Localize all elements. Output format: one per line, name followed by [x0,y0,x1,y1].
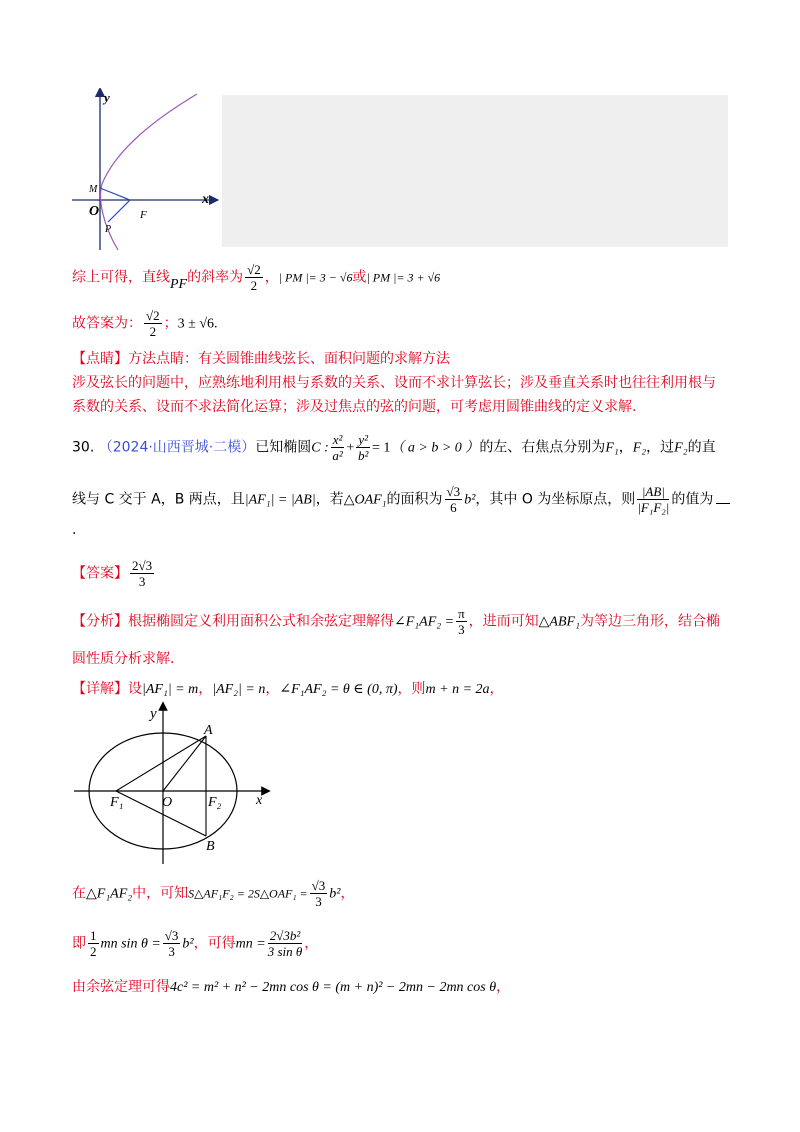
label-y: y [104,90,110,105]
step3-eq: 4c² = m² + n² − 2mn cos θ = (m + n)² − 2mn − 2mn cos θ [170,980,497,995]
ratio-fraction [637,484,669,515]
tip-line-2: 系数的关系、设而不求法简化运算；涉及过焦点的弦的问题，可考虑用圆锥曲线的定义求解. [72,399,637,415]
parabola-curve [101,94,197,250]
analysis-text-3: 为等边三角形，结合椭 [579,613,720,630]
a2: a² [332,448,343,463]
answer-30-num: 2√3 [132,558,153,573]
question-30-line-1 [72,432,716,463]
label-x: x [256,793,263,808]
summary-prefix: 综上可得，直线 [72,269,170,286]
label-y: y [150,706,157,722]
slope-fraction [245,262,263,293]
b2: b² [357,448,369,463]
answer-end: . [214,316,218,332]
step1-den: 3 [315,894,322,909]
detail-comma-1: ， [198,681,213,697]
step1-b2: b² [329,886,341,902]
slope-den: 2 [250,278,258,293]
answer-30-tag: 【答案】 [72,565,128,582]
answer-num: √2 [146,308,160,323]
answer-label: 故答案为： [72,315,142,332]
analysis-triangle: △ABF₁ [538,614,580,630]
q30-text-3: ，过 [646,439,675,456]
focus-f2: F₂ [632,440,647,456]
detail-tag: 【详解】 [72,681,128,697]
detail-eq-2: |AF₂| = n [212,682,266,697]
tip-section [72,347,732,419]
eq-one: = 1 [372,440,391,456]
plus: + [346,440,355,456]
q30-text-1: 已知椭圆 [255,439,312,456]
step-2 [72,928,318,959]
tip-line-1: 涉及弦长的问题中，应熟练地利用根与系数的关系、设而不求计算弦长；涉及垂直关系时也往往利用根与 [72,375,716,391]
detail-line-1 [72,678,504,698]
label-p: P [105,224,112,235]
area-fraction [445,484,463,515]
analysis-line-2: 圆性质分析求解. [72,651,175,667]
answer-den: 2 [149,324,157,339]
ratio-num: |AB| [637,484,669,500]
analysis-three: 3 [458,622,465,637]
tip-tag: 【点睛】 [72,351,128,367]
detail-text-1: 设 [128,681,142,697]
label-b: B [206,839,215,854]
condition: （ a > b > 0 ） [390,440,480,456]
step2-d2: 3 [168,944,175,959]
summary-middle: 的斜率为 [187,269,244,286]
step2-b2: b² [182,936,194,952]
analysis-angle: ∠F₁AF₂ = [394,614,455,630]
step3-text-1: 由余弦定理可得 [72,979,170,995]
step1-triangle: △F₁AF₂ [86,886,133,902]
area-den: 6 [450,500,457,515]
q30-line2-a: 线与 C 交于 A，B 两点，且 [72,491,245,508]
step2-d3: 3 sin θ [267,944,303,959]
question-30-line-2 [72,484,730,515]
label-a: A [204,723,213,738]
detail-eq-3: ∠F₁AF₂ = θ ∈ (0, π) [279,682,398,697]
analysis-tag: 【分析】 [72,613,128,630]
q30-line2-d: ，其中 O 为坐标原点，则 [475,491,636,508]
summary-line [72,262,440,293]
analysis-pi: π [458,606,465,621]
step1-fraction [310,878,328,909]
pm-value-1: | PM |= 3 − √6 [278,270,353,285]
step2-d1: 2 [90,944,97,959]
tip-title: 方法点睛：有关圆锥曲线弦长、面积问题的求解方法 [128,351,450,367]
step2-half [88,928,99,959]
segment-f1-a [116,736,206,791]
parabola-figure [62,88,222,254]
step-3 [72,976,510,996]
analysis-text-1: 根据椭圆定义利用面积公式和余弦定理解得 [128,613,394,630]
step2-eq-2: mn = [235,936,266,952]
q30-line2-b: ，若 [315,491,344,508]
q30-trailing-dot: . [72,522,77,538]
detail-text-2: ，则 [397,681,426,697]
step3-end: ， [496,979,511,995]
label-f1: F₁ [110,795,124,810]
segment-f1-b [116,791,206,836]
step-1 [72,878,354,909]
focus-f1: F₁ [605,440,619,456]
answer-fraction [144,308,162,339]
area-num: √3 [446,484,461,499]
detail-comma-3: ， [489,681,504,697]
label-m: M [89,184,98,195]
q30-line2-c: 的面积为 [386,491,443,508]
step2-n2: √3 [164,928,179,943]
pf-symbol: PF [170,276,188,292]
q30-comma: ， [618,439,633,456]
ellipse-y-term [356,432,370,463]
step2-text-2: ，可得 [193,935,236,952]
detail-eq-1: |AF₁| = m [142,682,199,697]
answer-sep: ； [163,315,178,332]
label-x: x [202,192,209,207]
triangle-oaf1: △OAF₁ [343,492,387,508]
af1-eq-ab: |AF₁| = |AB| [244,492,316,508]
step2-end: ， [304,935,319,952]
blank-panel [222,95,728,247]
step2-frac-3 [268,928,303,959]
analysis-fraction [456,606,467,637]
segment-pf [108,200,130,222]
step2-eq-1: mn sin θ = [100,936,161,952]
detail-comma-2: ， [265,681,280,697]
summary-comma: ， [264,269,279,286]
step1-end: ， [340,885,355,902]
step1-num: √3 [311,878,326,893]
step1-text-2: 中，可知 [132,885,189,902]
question-number: 30. [72,439,95,456]
analysis-line-1 [72,606,720,637]
step1-eq: S△AF₁F₂ = 2S△OAF₁ = [188,886,308,901]
answer-blank [716,503,730,504]
analysis-text-2: ，进而可知 [468,613,539,630]
question-source: （2024·山西晋城·二模） [98,439,256,456]
answer-value: 3 ± √6 [177,316,215,332]
q30-text-4: 的直 [687,439,716,456]
segment-mf [100,188,130,200]
label-o: O [162,795,173,810]
answer-30 [72,558,156,589]
step2-text-1: 即 [72,935,86,952]
focus-f2-b: F₂ [674,440,688,456]
label-f2: F₂ [208,795,222,810]
detail-eq-4: m + n = 2a [425,682,490,697]
label-origin: O [89,204,100,219]
ellipse-figure [70,700,280,868]
step2-frac-2 [163,928,181,959]
x2: x² [332,432,343,447]
answer-30-den: 3 [138,574,146,589]
q30-text-2: 的左、右焦点分别为 [479,439,606,456]
step2-n3: 2√3b² [268,928,303,944]
slope-num: √2 [247,262,261,277]
label-f: F [140,209,147,221]
step1-text-1: 在 [72,885,86,902]
answer-line-29 [72,308,218,339]
area-b2: b² [464,492,476,508]
answer-30-fraction [130,558,154,589]
y2: y² [358,432,368,447]
summary-or: 或 [352,269,367,286]
step2-n1: 1 [90,928,97,943]
ellipse-x-term [331,432,345,463]
pm-value-2: | PM |= 3 + √6 [366,270,441,285]
q30-line2-e: 的值为 [671,491,714,508]
segment-o-a [163,736,206,791]
ratio-den: |F₁F₂| [637,500,670,515]
ellipse-c: C : [311,440,329,456]
